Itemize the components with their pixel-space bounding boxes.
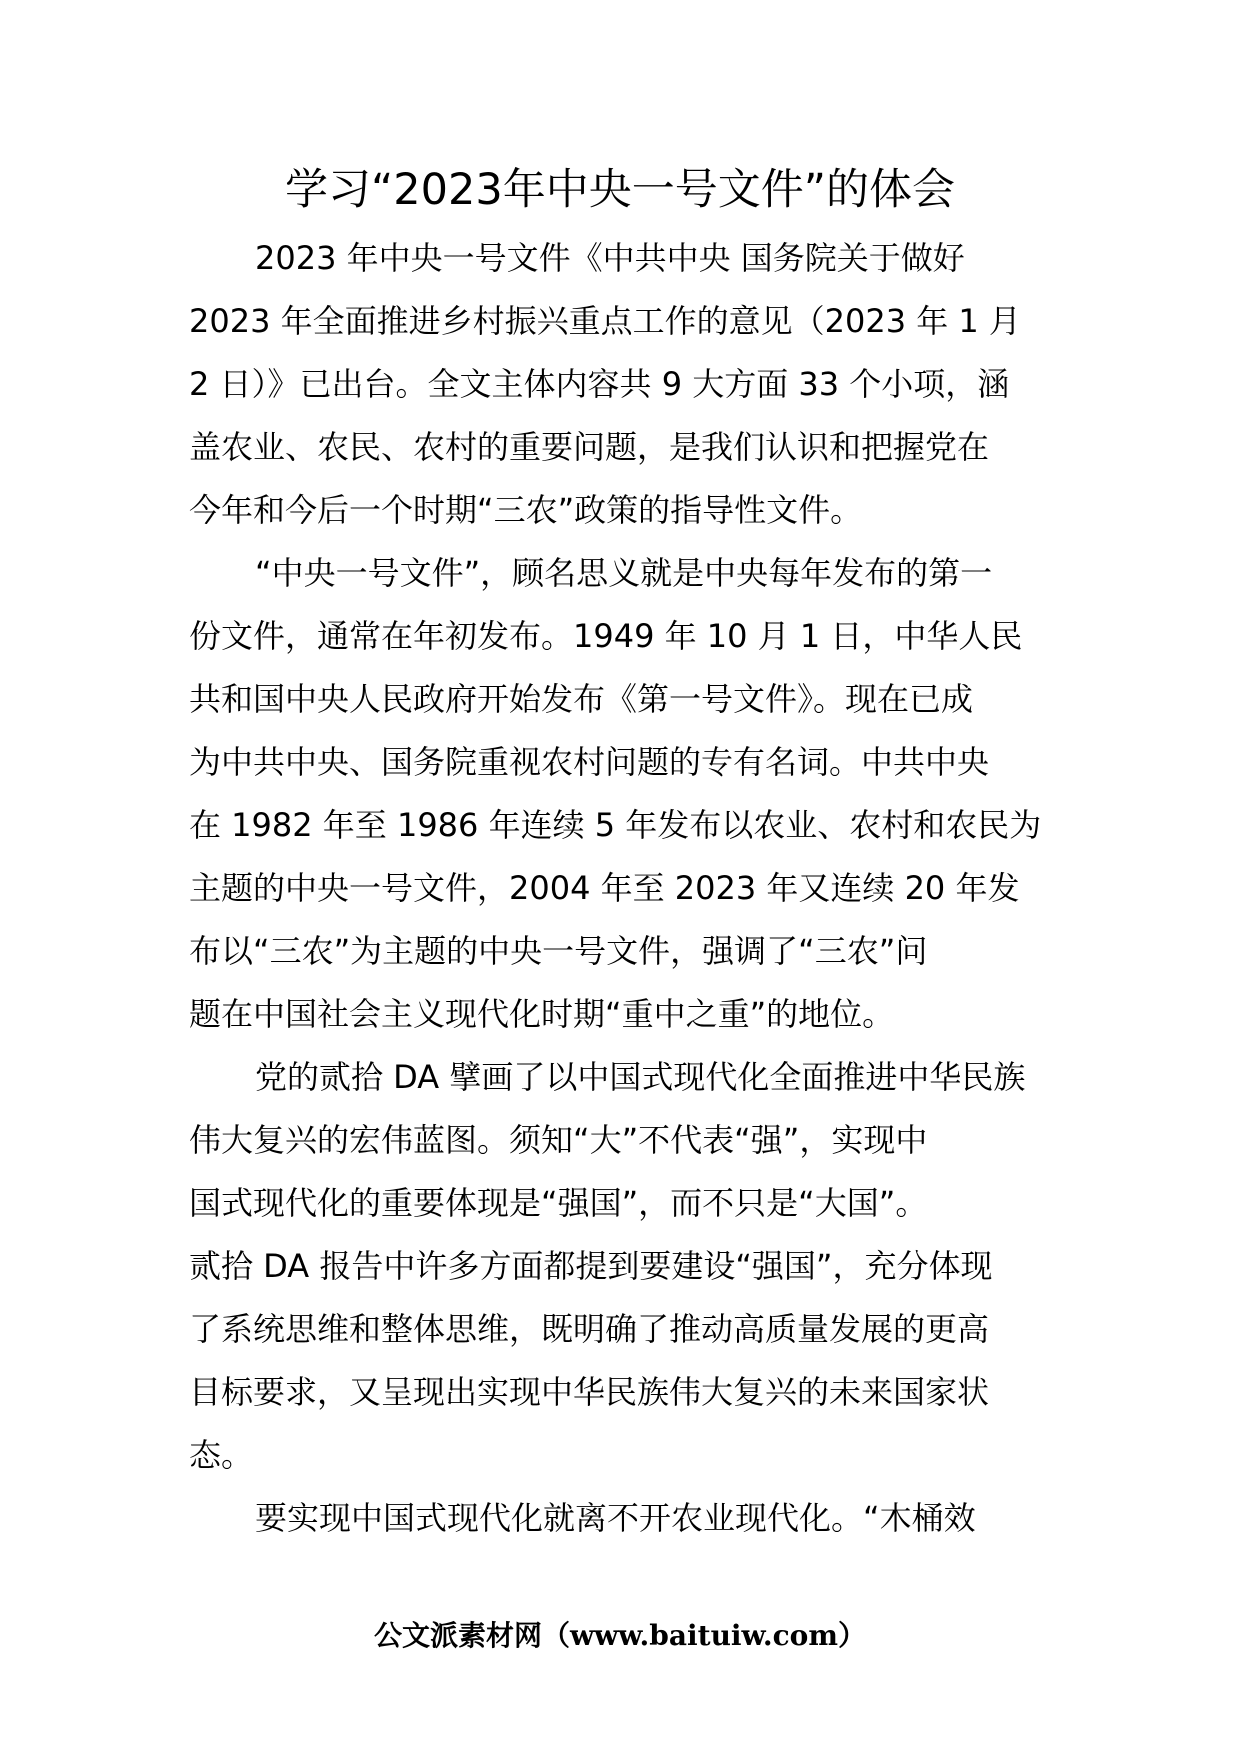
paragraph-line: 2 日）》已出台。全文主体内容共 9 大方面 33 个小项，涵 [189,365,1010,403]
paragraph-line: 了系统思维和整体思维，既明确了推动高质量发展的更高 [189,1310,990,1348]
paragraph-line: 今年和今后一个时期“三农”政策的指导性文件。 [189,491,863,529]
paragraph-line: 共和国中央人民政府开始发布《第一号文件》。现在已成 [189,680,974,718]
paragraph-line: 盖农业、农民、农村的重要问题，是我们认识和把握党在 [189,428,990,466]
paragraph-line: 要实现中国式现代化就离不开农业现代化。“木桶效 [255,1499,976,1537]
paragraph-line: 党的贰拾 DA 擘画了以中国式现代化全面推进中华民族 [255,1058,1026,1096]
paragraph-line: 主题的中央一号文件，2004 年至 2023 年又连续 20 年发 [189,869,1020,907]
paragraph-line: 目标要求，又呈现出实现中华民族伟大复兴的未来国家状 [189,1373,990,1411]
document-title: 学习“2023年中央一号文件”的体会 [285,165,955,215]
paragraph-line: “中央一号文件”，顾名思义就是中央每年发布的第一 [255,554,993,592]
paragraph-line: 题在中国社会主义现代化时期“重中之重”的地位。 [189,995,895,1033]
paragraph-line: 伟大复兴的宏伟蓝图。须知“大”不代表“强”，实现中 [189,1121,928,1159]
paragraph-line: 2023 年中央一号文件《中共中央 国务院关于做好 [255,239,965,277]
paragraph-line: 国式现代化的重要体现是“强国”，而不只是“大国”。 [189,1184,928,1222]
paragraph-line: 份文件，通常在年初发布。1949 年 10 月 1 日，中华人民 [189,617,1023,655]
paragraph-line: 2023 年全面推进乡村振兴重点工作的意见（2023 年 1 月 [189,302,1021,340]
paragraph-line: 在 1982 年至 1986 年连续 5 年发布以农业、农村和农民为 [189,806,1042,844]
footer-watermark: 公文派素材网（www.baituiw.com） [374,1619,866,1652]
paragraph-line: 为中共中央、国务院重视农村问题的专有名词。中共中央 [189,743,990,781]
paragraph-line: 态。 [189,1436,254,1474]
paragraph-line: 布以“三农”为主题的中央一号文件，强调了“三农”问 [189,932,928,970]
paragraph-line: 贰拾 DA 报告中许多方面都提到要建设“强国”，充分体现 [189,1247,993,1285]
